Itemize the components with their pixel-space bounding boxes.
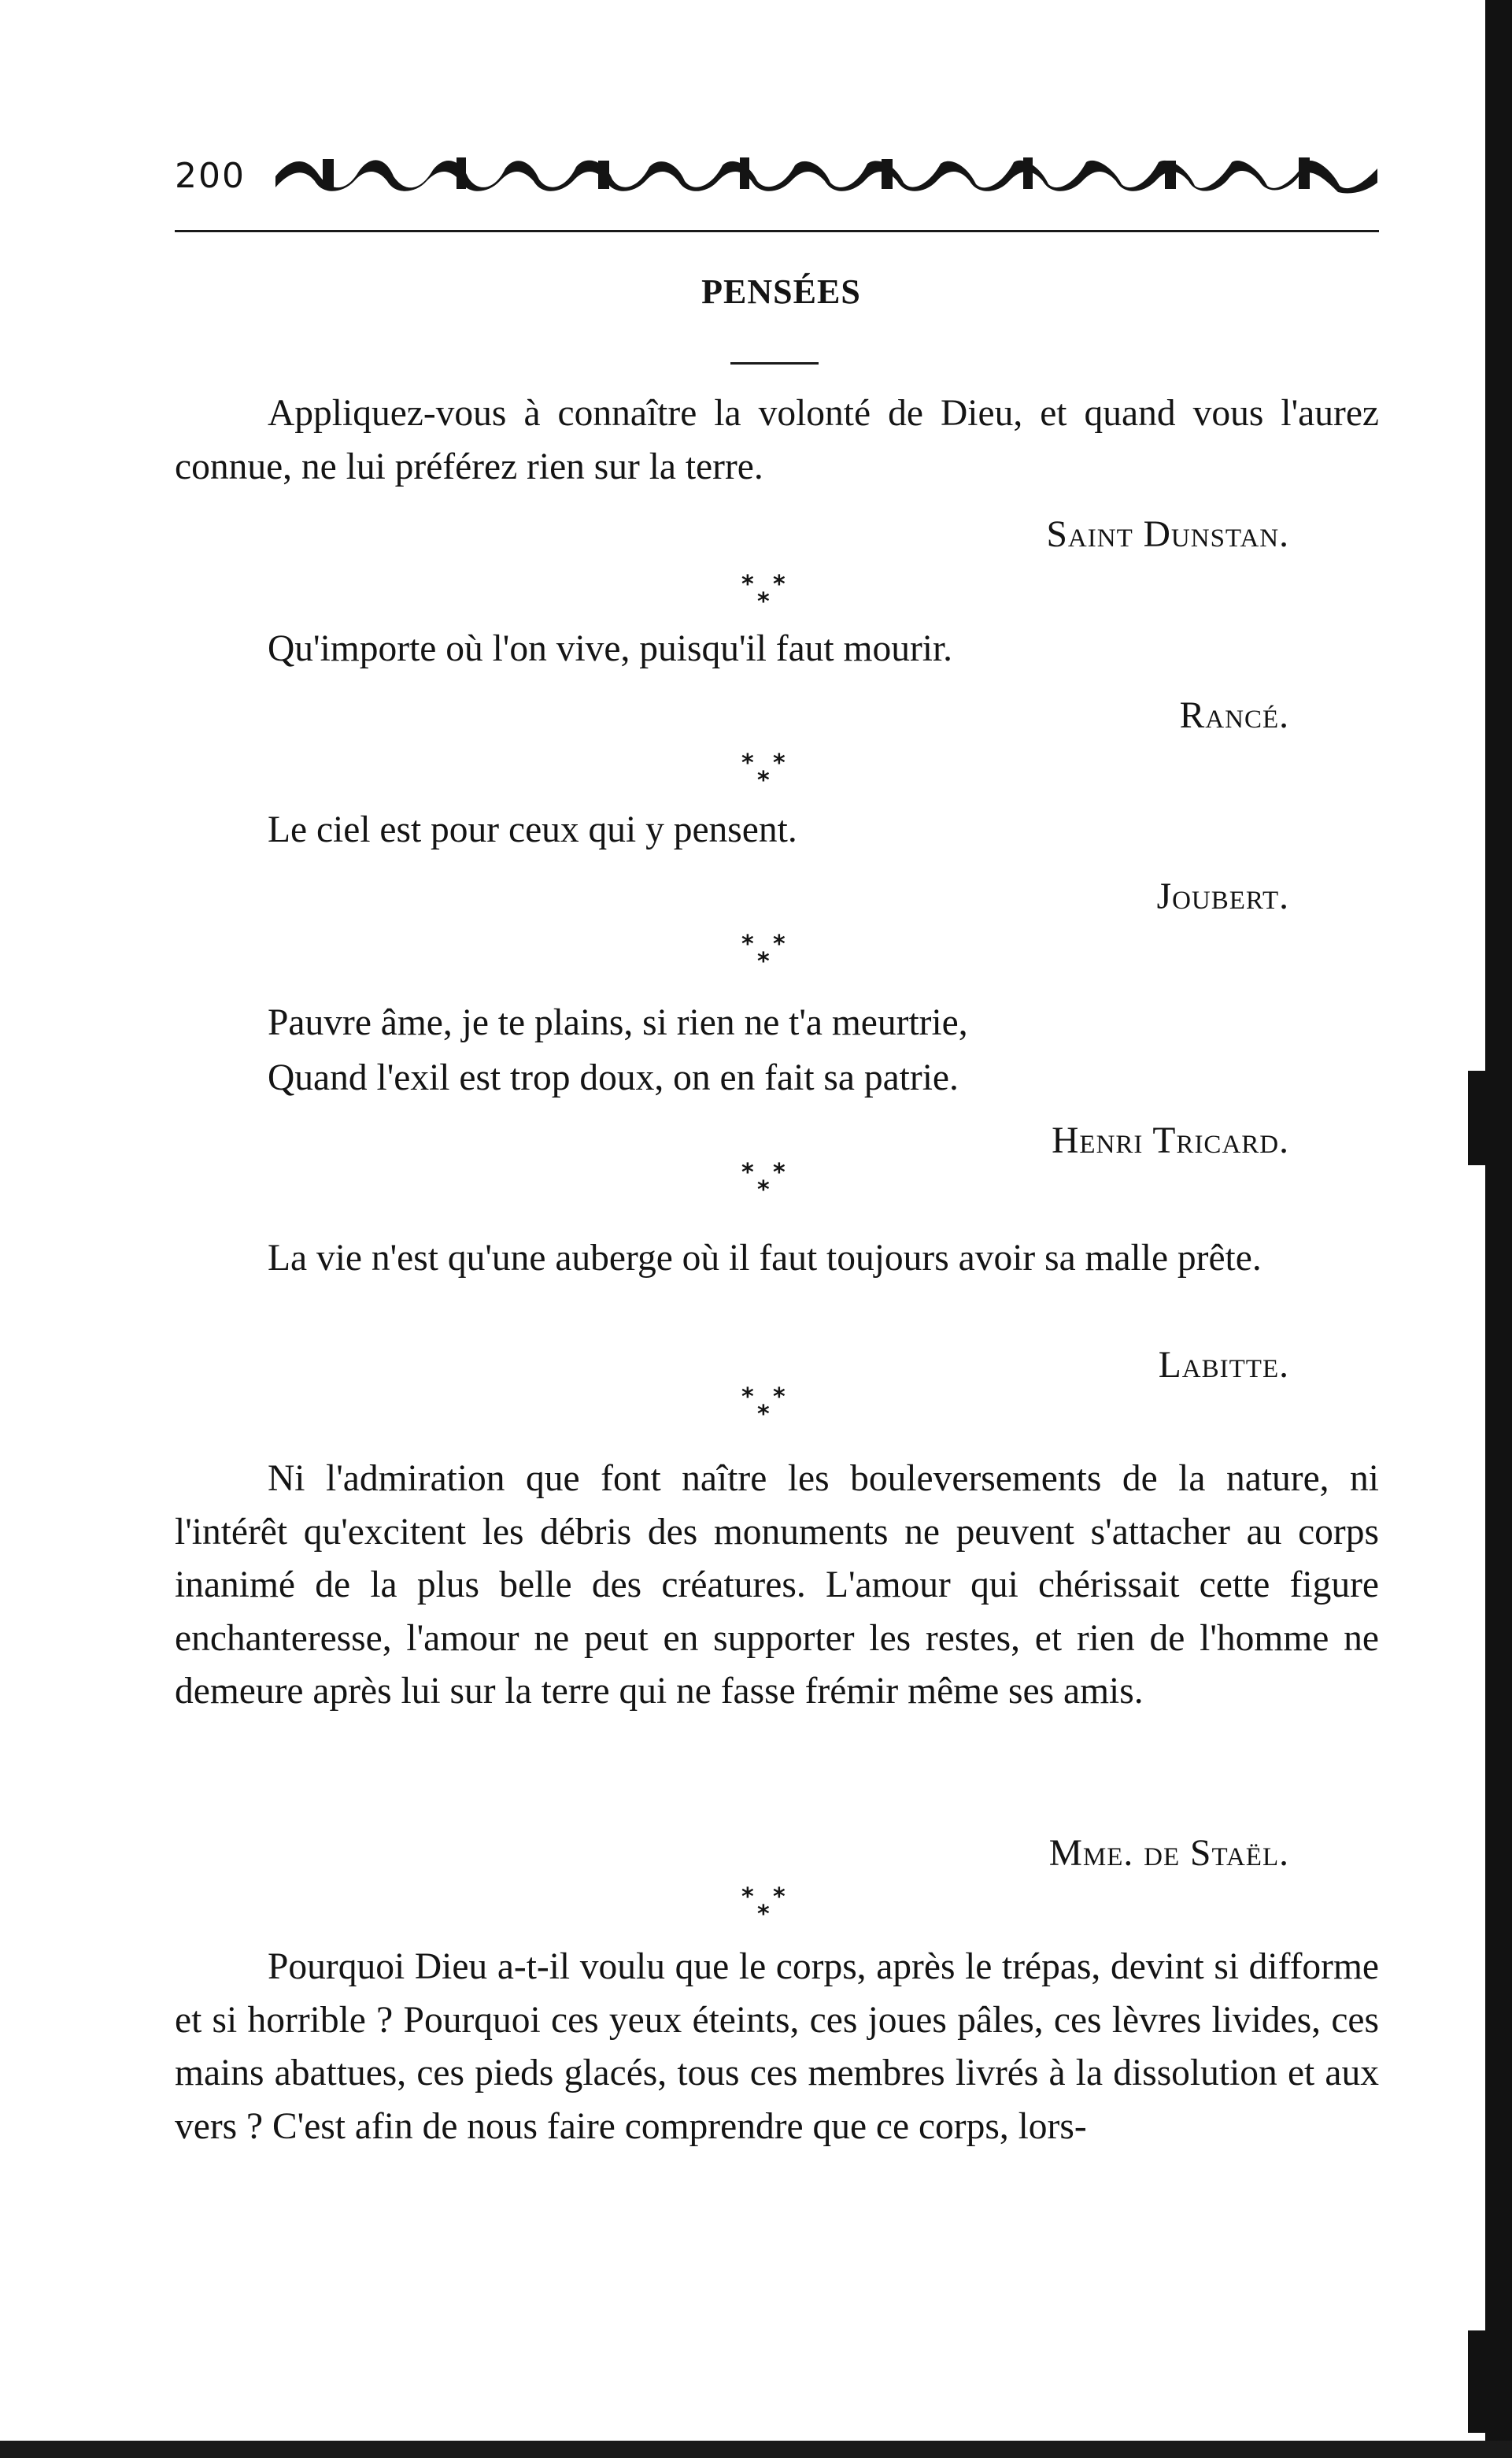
asterisk-icon: * <box>757 1176 770 1204</box>
quote-text: Ni l'admiration que font naître les bouleversements de la nature, ni l'intérêt qu'excitent les débris des monuments ne peuvent s'attacher au corps inanimé de la plus belle des créatures. L'amour qui chérissait cette figure enchanteresse, l'amour ne peut en supporter les restes, et rien de l'homme ne demeure après lui sur la terre qui ne fasse frémir même ses amis. <box>175 1458 1379 1712</box>
binding-edge <box>1485 0 1512 2458</box>
asterisk-icon: * <box>757 1901 770 1928</box>
header-rule <box>175 230 1379 232</box>
quote-author: Joubert. <box>1156 876 1289 917</box>
asterisk-icon: * <box>773 750 786 777</box>
asterisk-icon: * <box>741 750 754 777</box>
separator-asterism <box>737 1161 797 1212</box>
quote-text: La vie n'est qu'une auberge où il faut toujours avoir sa malle prête. <box>268 1238 1262 1279</box>
asterisk-icon: * <box>773 1883 786 1911</box>
quote-author: Labitte. <box>1158 1345 1289 1386</box>
separator-asterism <box>737 752 797 802</box>
title-rule <box>730 362 819 365</box>
binding-notch <box>1468 1071 1492 1165</box>
quote-text: Le ciel est pour ceux qui y pensent. <box>268 809 797 850</box>
bottom-edge <box>0 2441 1512 2458</box>
asterisk-icon: * <box>773 571 786 598</box>
asterisk-icon: * <box>757 948 770 975</box>
asterisk-icon: * <box>773 931 786 958</box>
asterisk-icon: * <box>757 1401 770 1428</box>
quote-text: Qu'importe où l'on vive, puisqu'il faut mourir. <box>268 628 953 669</box>
ornamental-border <box>275 153 1377 195</box>
asterisk-icon: * <box>741 1383 754 1411</box>
asterisk-icon: * <box>757 588 770 616</box>
quote-text: Appliquez-vous à connaître la volonté de Dieu, et quand vous l'aurez connue, ne lui préférez rien sur la terre. <box>175 393 1379 487</box>
asterisk-icon: * <box>757 767 770 794</box>
quote-author: Saint Dunstan. <box>1046 514 1289 555</box>
quote-text: Pourquoi Dieu a-t-il voulu que le corps, après le trépas, devint si difforme et si horrible ? Pourquoi ces yeux éteints, ces joues pâles, ces lèvres livides, ces mains abattues, ces pieds glacés, tous ces membres livrés à la dissolution et aux vers ? C'est afin de nous faire comprendre que ce corps, lors- <box>175 1946 1379 2147</box>
asterisk-icon: * <box>741 571 754 598</box>
asterisk-icon: * <box>741 1159 754 1186</box>
quote-author: Henri Tricard. <box>1052 1120 1289 1161</box>
running-header <box>175 150 1379 205</box>
separator-asterism <box>737 573 797 624</box>
verse-line: Pauvre âme, je te plains, si rien ne t'a meurtrie, <box>268 1002 968 1043</box>
asterisk-icon: * <box>741 931 754 958</box>
page-number: 200 <box>175 156 246 196</box>
quote-author: Mme. de Staël. <box>1048 1833 1289 1874</box>
separator-asterism <box>737 933 797 983</box>
asterisk-icon: * <box>773 1159 786 1186</box>
quote-author: Rancé. <box>1179 695 1289 736</box>
asterisk-icon: * <box>741 1883 754 1911</box>
asterisk-icon: * <box>773 1383 786 1411</box>
page-title: PENSÉES <box>701 272 861 311</box>
separator-asterism <box>737 1883 797 1936</box>
verse-line: Quand l'exil est trop doux, on en fait sa patrie. <box>268 1057 959 1098</box>
binding-notch <box>1468 2330 1492 2433</box>
separator-asterism <box>737 1383 797 1436</box>
